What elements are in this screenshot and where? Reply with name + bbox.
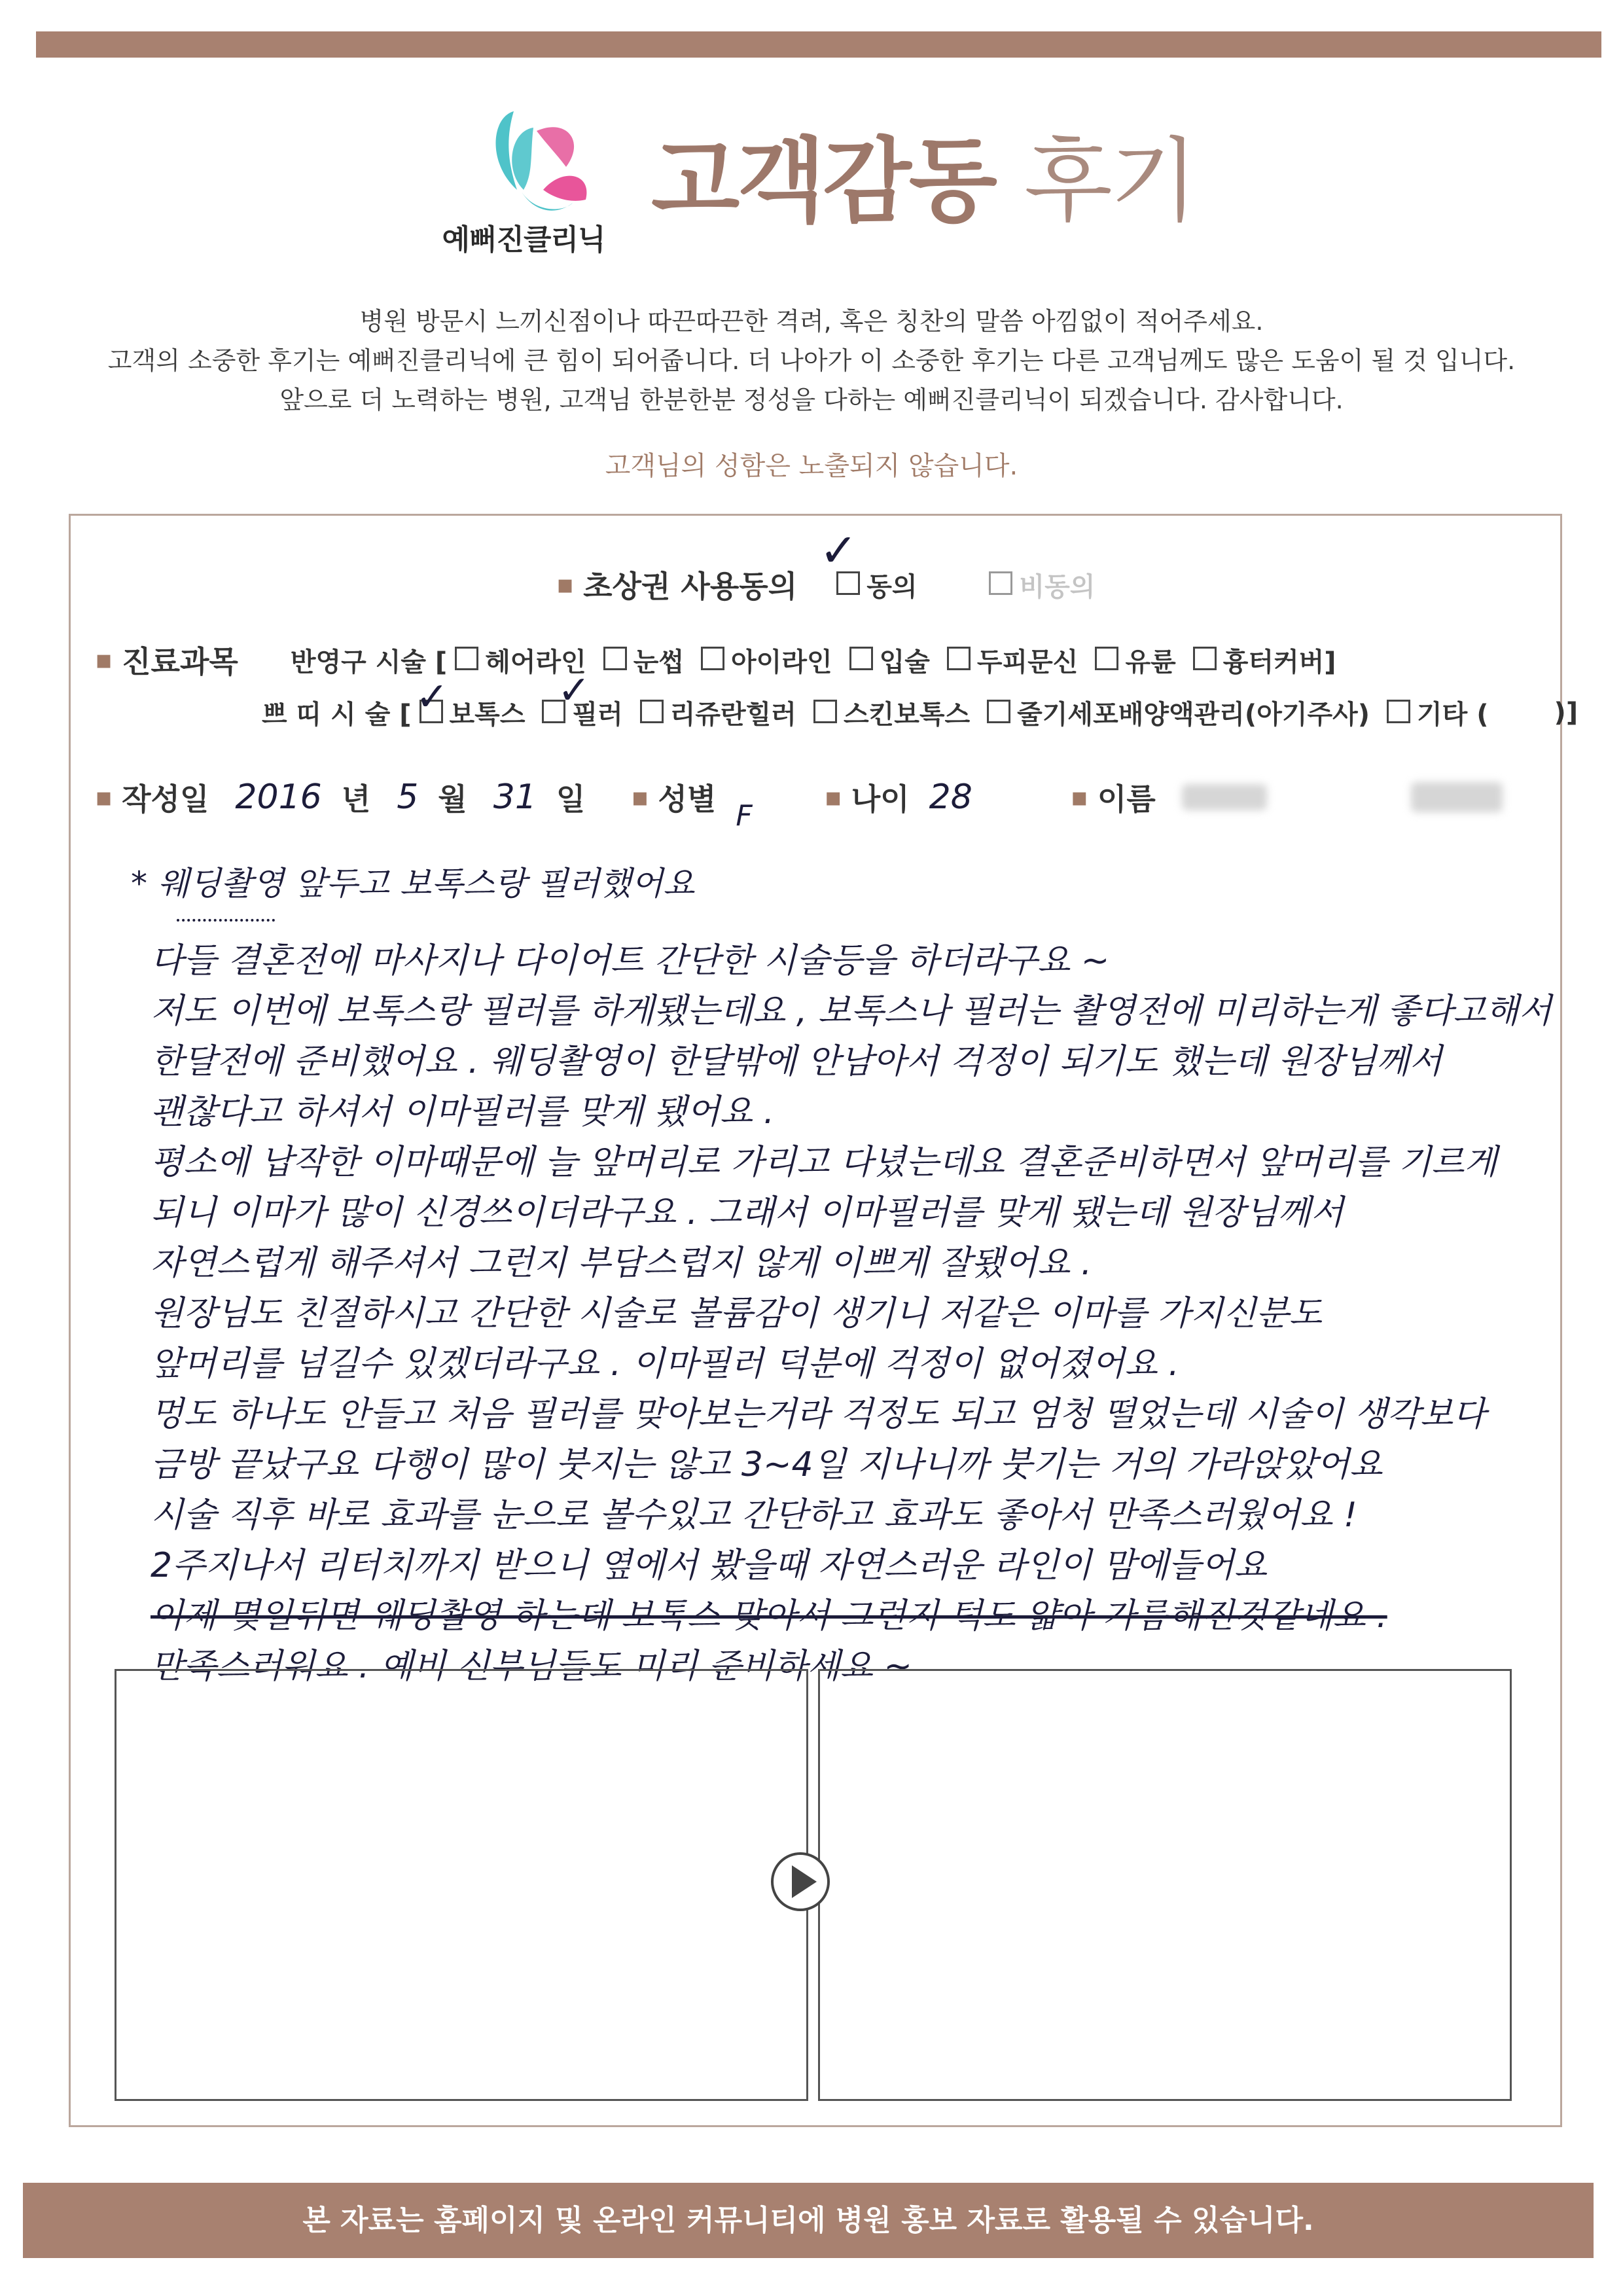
review-line: 평소에 납작한 이마때문에 늘 앞머리로 가리고 다녔는데요 결혼준비하면서 앞머리를 기르게 (151, 1143, 1497, 1182)
department-row-1: ▪ 진료과목 반영구 시술 [ 헤어라인 눈썹 아이라인 입술 두피문신 유륜 흉터커버] (95, 638, 1336, 681)
headline-underline (177, 910, 275, 922)
review-line: 저도 이번에 보톡스랑 필러를 하게됐는데요 , 보톡스나 필러는 촬영전에 미리하는게 좋다고해서 (151, 992, 1552, 1031)
intro-line-1: 병원 방문시 느끼신점이나 따끈따끈한 격려, 혹은 칭찬의 말씀 아낌없이 적어주세요. (359, 307, 1264, 336)
scalp-tattoo-label: 두피문신 (976, 647, 1079, 677)
scar-cover-label: 흉터커버] (1222, 647, 1336, 677)
petit-procedure-label: 쁘 띠 시 술 [ (262, 700, 412, 730)
intro-line-2: 고객의 소중한 후기는 예뻐진클리닉에 큰 힘이 되어줍니다. 더 나아가 이 소중한 후기는 다른 고객님께도 많은 도움이 될 것 입니다. (107, 346, 1516, 375)
title-sub: 후기 (1024, 128, 1196, 235)
consent-agree-label: 동의 (866, 571, 918, 602)
eyebrow-label: 눈썹 (633, 647, 685, 677)
month-unit: 월 (438, 781, 467, 817)
lip-checkbox[interactable] (849, 647, 873, 670)
filler-label: 필러 (572, 700, 623, 730)
filler-check-mark-icon: ✓ (558, 668, 591, 713)
eyeliner-checkbox[interactable] (701, 647, 724, 670)
info-row: ▪ 작성일 2016 년 5 월 31 일 ▪ 성별 F ▪ 나이 28 ▪ 이름 (95, 776, 1503, 819)
review-line: 2주지나서 리터치까지 받으니 옆에서 봤을때 자연스러운 라인이 맘에들어요 (151, 1546, 1267, 1585)
scalp-tattoo-checkbox[interactable] (947, 647, 971, 670)
review-line: 자연스럽게 해주셔서 그런지 부담스럽지 않게 이쁘게 잘됐어요 . (151, 1244, 1092, 1283)
skin-botox-checkbox[interactable] (813, 700, 837, 723)
name-redacted-2 (1411, 782, 1503, 812)
review-line: 다들 결혼전에 마사지나 다이어트 간단한 시술등을 하더라구요 ~ (151, 941, 1110, 980)
eyeliner-label: 아이라인 (731, 647, 832, 677)
department-label: 진료과목 (122, 644, 238, 679)
gender-value: F (736, 798, 753, 833)
play-icon (792, 1865, 817, 1898)
rejuran-checkbox[interactable] (640, 700, 664, 723)
photo-box-before (115, 1669, 808, 2101)
areola-label: 유륜 (1125, 647, 1176, 677)
name-redacted (1182, 784, 1267, 810)
eyebrow-checkbox[interactable] (603, 647, 627, 670)
semi-permanent-label: 반영구 시술 [ (290, 647, 448, 677)
consent-disagree-label: 비동의 (1019, 571, 1096, 602)
hairline-label: 헤어라인 (485, 647, 586, 677)
age-label: 나이 (851, 781, 910, 817)
year-unit: 년 (341, 781, 371, 817)
review-line: 괜찮다고 하셔서 이마필러를 맞게 됐어요 . (151, 1092, 775, 1132)
age-value: 28 (929, 778, 972, 817)
name-label: 이름 (1097, 781, 1156, 817)
review-line: 앞머리를 넘길수 있겠더라구요 . 이마필러 덕분에 걱정이 없어졌어요 . (151, 1344, 1179, 1384)
intro-line-3: 앞으로 더 노력하는 병원, 고객님 한분한분 정성을 다하는 예뻐진클리닉이 되겠습니다. 감사합니다. (279, 386, 1344, 414)
footer-disclaimer: 본 자료는 홈페이지 및 온라인 커뮤니티에 병원 홍보 자료로 활용될 수 있습니다. (23, 2183, 1594, 2258)
privacy-notice: 고객님의 성함은 노출되지 않습니다. (605, 451, 1018, 481)
day-unit: 일 (556, 781, 586, 817)
review-line: 원장님도 친절하시고 간단한 시술로 볼륨감이 생기니 저같은 이마를 가지신분도 (151, 1294, 1322, 1333)
botox-check-mark-icon: ✓ (416, 674, 449, 720)
other-checkbox[interactable] (1387, 700, 1410, 723)
review-line: 멍도 하나도 안들고 처음 필러를 맞아보는거라 걱정도 되고 엄청 떨었는데 시술이 생각보다 (151, 1395, 1486, 1434)
stem-cell-checkbox[interactable] (987, 700, 1010, 723)
review-body (151, 936, 1552, 1692)
gender-label: 성별 (658, 781, 717, 817)
department-row-2 (262, 694, 1578, 731)
review-line: 되니 이마가 많이 신경쓰이더라구요 . 그래서 이마필러를 맞게 됐는데 원장님께서 (151, 1193, 1344, 1232)
other-close-label: )] (1554, 697, 1578, 728)
consent-disagree-checkbox[interactable] (989, 571, 1012, 595)
rejuran-label: 리쥬란힐러 (669, 700, 796, 730)
photo-box-after (818, 1669, 1512, 2101)
page-title (651, 108, 1196, 240)
botox-label: 보톡스 (449, 700, 526, 730)
year-value: 2016 (235, 778, 322, 817)
logo-text: 예뻐진클리닉 (442, 223, 605, 257)
skin-botox-label: 스킨보톡스 (843, 700, 971, 730)
date-label: 작성일 (122, 781, 209, 817)
review-line: 만족스러워요 . 예비 신부님들도 미리 준비하세요 ~ (151, 1647, 912, 1686)
consent-label: 초상권 사용동의 (583, 569, 798, 604)
review-line: 한달전에 준비했어요 . 웨딩촬영이 한달밖에 안남아서 걱정이 되기도 했는데 원장님께서 (151, 1042, 1442, 1081)
review-headline: * 웨딩촬영 앞두고 보톡스랑 필러했어요 (131, 865, 695, 903)
other-label: 기타 ( (1417, 700, 1489, 730)
stem-cell-label: 줄기세포배양액관리(아기주사) (1017, 700, 1370, 730)
review-line: 금방 끝났구요 다행이 많이 붓지는 않고 3~4일 지나니까 붓기는 거의 가라앉았어요 (151, 1445, 1383, 1484)
lip-label: 입술 (879, 647, 930, 677)
review-line: 시술 직후 바로 효과를 눈으로 볼수있고 간단하고 효과도 좋아서 만족스러웠어요 ! (151, 1496, 1357, 1535)
review-line: 이제 몇일뒤면 웨딩촬영 하는데 보톡스 맞아서 그런지 턱도 얇아 가름해진것같네요 . (151, 1596, 1387, 1636)
areola-checkbox[interactable] (1095, 647, 1118, 670)
scar-cover-checkbox[interactable] (1193, 647, 1217, 670)
consent-row: ▪ 초상권 사용동의 동의 비동의 (556, 563, 1095, 606)
day-value: 31 (493, 778, 537, 817)
consent-check-mark-icon: ✓ (819, 524, 858, 577)
month-value: 5 (397, 778, 419, 817)
title-main: 고객감동 (651, 128, 995, 235)
hairline-checkbox[interactable] (455, 647, 478, 670)
top-decor-bar (36, 31, 1601, 58)
